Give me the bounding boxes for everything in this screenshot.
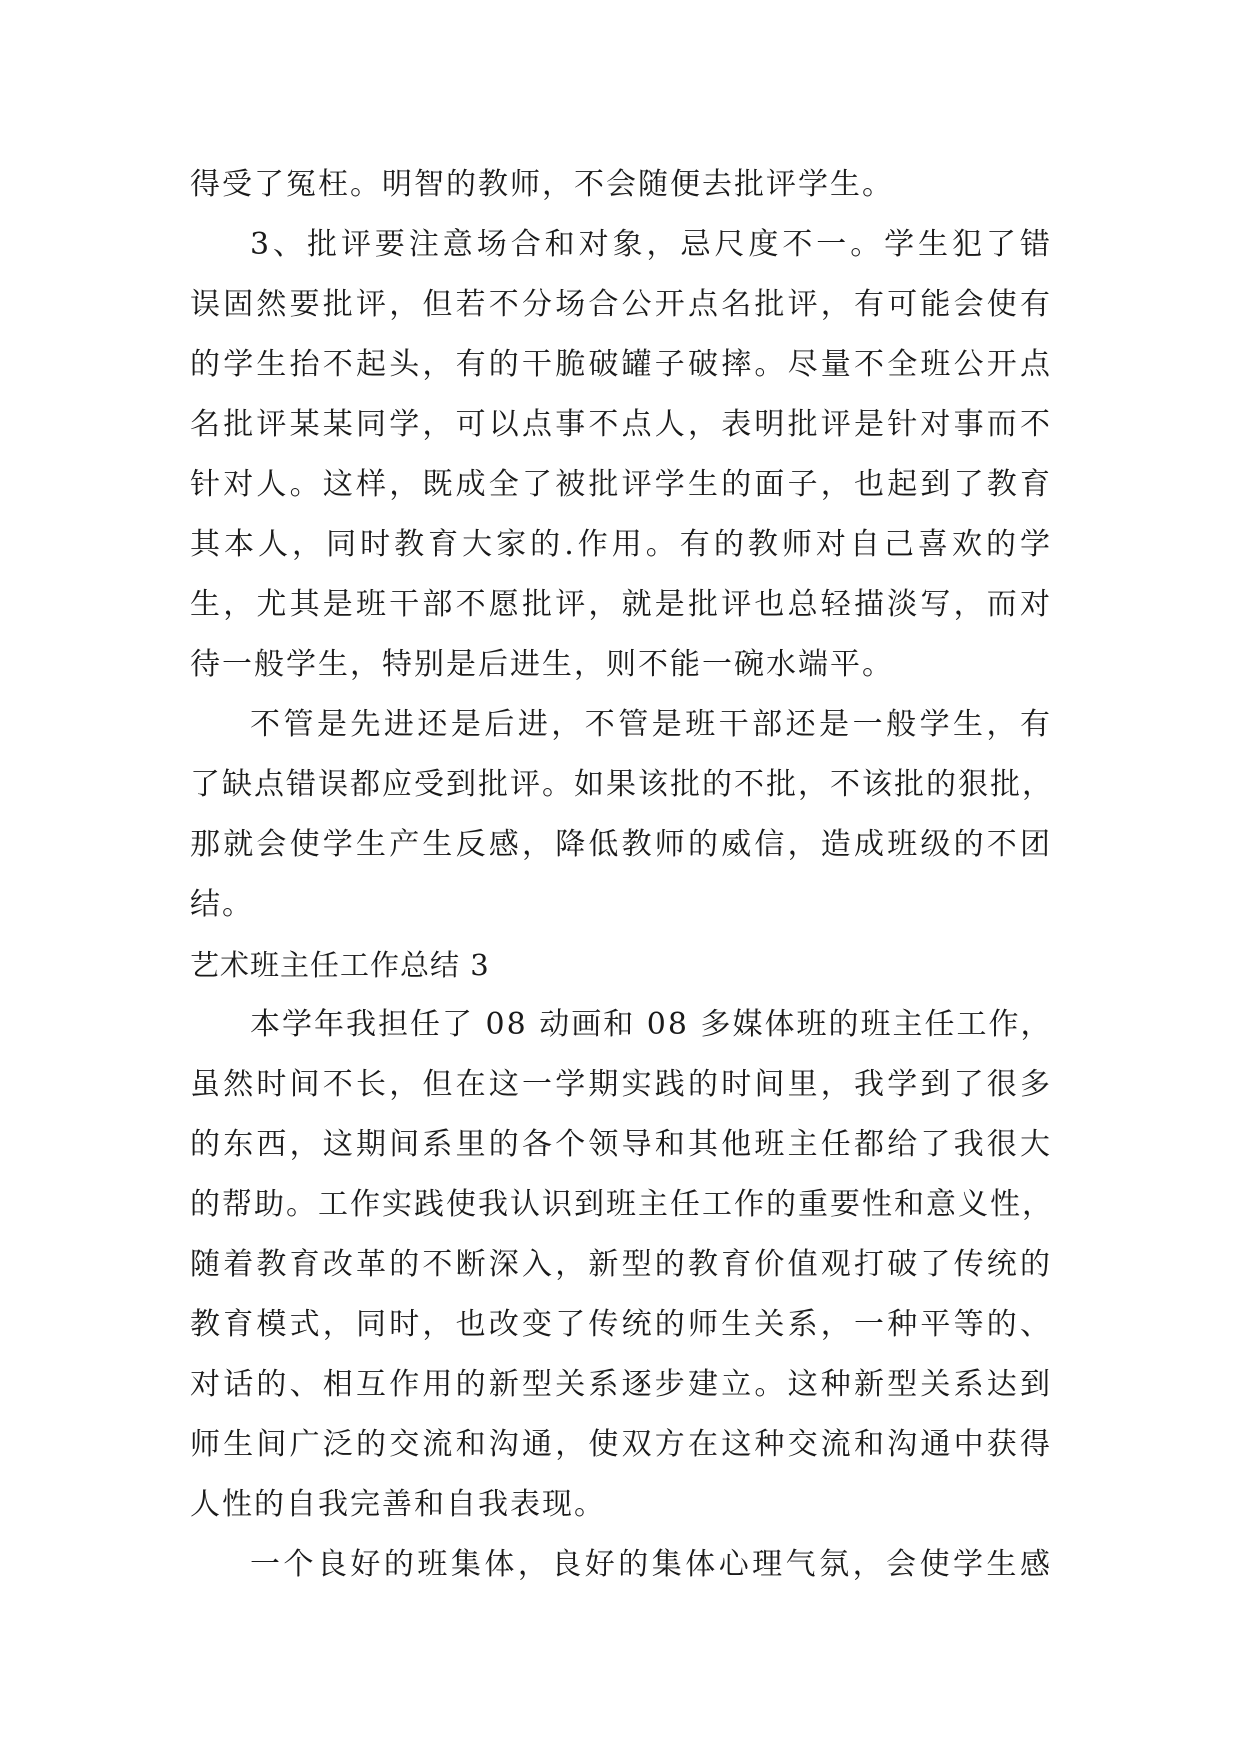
paragraph-line: 得受了冤枉。明智的教师，不会随便去批评学生。 [190,167,894,202]
section-heading: 艺术班主任工作总结 3 [190,948,490,982]
paragraph-line: 待一般学生，特别是后进生，则不能一碗水端平。 [190,647,894,682]
paragraph-line: 误固然要批评，但若不分场合公开点名批评，有可能会使有 [190,287,1052,322]
paragraph-line: 的帮助。工作实践使我认识到班主任工作的重要性和意义性， [190,1187,1054,1222]
paragraph-line: 针对人。这样，既成全了被批评学生的面子，也起到了教育 [190,467,1052,502]
paragraph-line: 教育模式，同时，也改变了传统的师生关系，一种平等的、 [190,1307,1052,1342]
document-body [190,155,1052,1595]
paragraph-line: 的东西，这期间系里的各个领导和其他班主任都给了我很大 [190,1127,1052,1162]
paragraph-line: 结。 [190,887,254,922]
paragraph-line: 对话的、相互作用的新型关系逐步建立。这种新型关系达到 [190,1367,1052,1402]
paragraph-line: 不管是先进还是后进，不管是班干部还是一般学生，有 [250,707,1052,742]
paragraph-line: 了缺点错误都应受到批评。如果该批的不批，不该批的狠批， [190,767,1054,802]
paragraph-line: 的学生抬不起头，有的干脆破罐子破摔。尽量不全班公开点 [190,347,1052,382]
paragraph-line: 生，尤其是班干部不愿批评，就是批评也总轻描淡写，而对 [190,587,1052,622]
paragraph-line: 那就会使学生产生反感，降低教师的威信，造成班级的不团 [190,827,1052,862]
paragraph-line: 一个良好的班集体，良好的集体心理气氛，会使学生感 [250,1547,1052,1582]
paragraph-line: 随着教育改革的不断深入，新型的教育价值观打破了传统的 [190,1247,1052,1282]
paragraph-line: 人性的自我完善和自我表现。 [190,1487,606,1522]
paragraph-line: 3、批评要注意场合和对象，忌尺度不一。学生犯了错 [250,227,1052,262]
paragraph-line: 虽然时间不长，但在这一学期实践的时间里，我学到了很多 [190,1067,1052,1102]
paragraph-line: 师生间广泛的交流和沟通，使双方在这种交流和沟通中获得 [190,1427,1052,1462]
paragraph-line: 其本人，同时教育大家的.作用。有的教师对自己喜欢的学 [190,527,1052,562]
paragraph-line: 名批评某某同学，可以点事不点人，表明批评是针对事而不 [190,407,1052,442]
paragraph-line: 本学年我担任了 08 动画和 08 多媒体班的班主任工作， [250,1007,1053,1042]
